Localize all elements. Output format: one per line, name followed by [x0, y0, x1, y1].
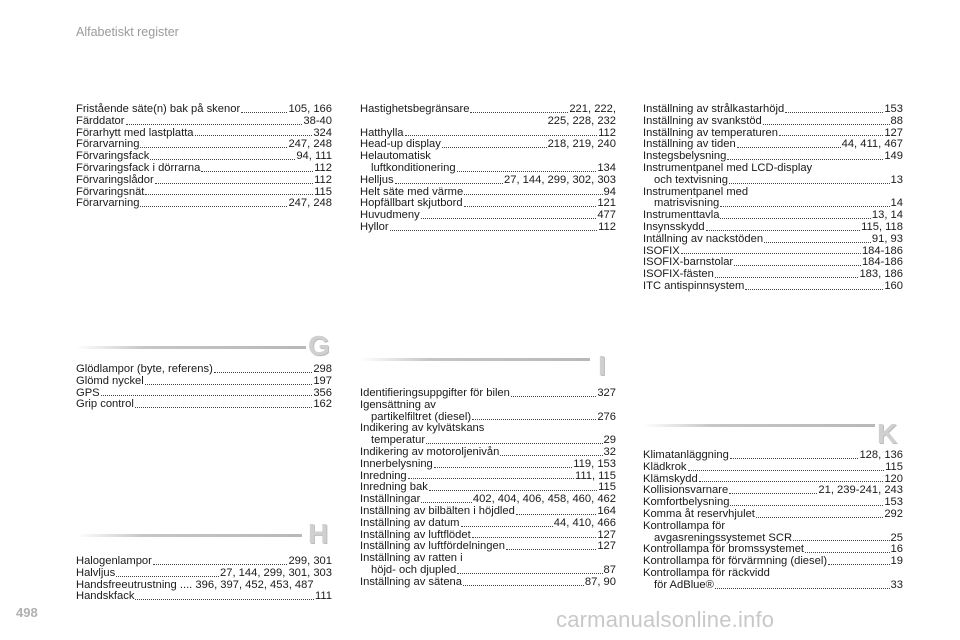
- index-entry-text: Kontrollampa för: [643, 519, 726, 532]
- index-entry-pages: 21, 239-241, 243: [818, 484, 903, 497]
- index-entry-text: matrisvisning: [654, 197, 720, 210]
- dot-leader: [785, 104, 883, 113]
- dot-leader: [470, 104, 568, 113]
- index-entry-pages: 153: [884, 103, 903, 115]
- dot-leader: [793, 533, 890, 542]
- dot-leader: [408, 471, 574, 480]
- index-section-g: [76, 364, 332, 411]
- index-entry-text: Igensättning av: [360, 398, 436, 411]
- dot-leader: [153, 556, 288, 565]
- index-entry-text: Halvljus: [76, 566, 116, 579]
- index-entry-text: Komma åt reservhjulet: [643, 507, 755, 520]
- dot-leader: [429, 482, 597, 491]
- index-entry-pages: 13, 14: [871, 209, 903, 222]
- dot-leader: [763, 116, 890, 125]
- index-entry-text: temperatur: [371, 434, 426, 447]
- index-entry-text: Inställning av strålkastarhöjd: [643, 103, 785, 115]
- dot-leader: [828, 556, 889, 565]
- index-section-i-part2: [643, 104, 903, 293]
- index-entry-pages: 324: [313, 126, 332, 139]
- index-entry-text: Indikering av motoroljenivån: [360, 445, 500, 458]
- index-entry: [76, 399, 332, 411]
- index-entry-pages: 225, 228, 232: [547, 114, 616, 127]
- index-entry-text: Identifieringsuppgifter för bilen: [360, 387, 510, 399]
- dot-leader: [434, 459, 573, 468]
- index-entry-pages: 25: [890, 531, 903, 544]
- index-entry-pages: 44, 410, 466: [553, 516, 616, 529]
- index-entry-pages: 105, 166: [288, 103, 332, 115]
- index-entry-text: Instegsbelysning: [643, 150, 727, 163]
- index-entry-pages: 153: [884, 496, 903, 509]
- dot-leader: [756, 509, 883, 518]
- index-entry-text: Inställning av sätena: [360, 575, 462, 588]
- index-entry-text: Hastighetsbegränsare: [360, 103, 470, 115]
- dot-leader: [516, 506, 596, 515]
- dot-leader: [500, 447, 602, 456]
- dot-leader: [140, 139, 287, 148]
- dot-leader: [734, 257, 861, 266]
- index-entry: [360, 459, 616, 471]
- dot-leader: [681, 246, 861, 255]
- index-entry-text: Fristående säte(n) bak på skenor: [76, 103, 241, 115]
- index-entry-text: Inställningar: [360, 493, 421, 506]
- dot-leader: [688, 462, 885, 471]
- index-entry-text: Kontrollampa för räckvidd: [643, 566, 770, 579]
- index-entry: [643, 116, 903, 128]
- index-entry-pages: 160: [884, 279, 903, 292]
- index-entry-pages: 298: [313, 363, 332, 375]
- dot-leader: [805, 544, 890, 553]
- index-entry-pages: 292: [884, 507, 903, 520]
- index-entry-text: Förvaringsfack i dörrarna: [76, 161, 201, 174]
- index-entry-pages: 119, 153: [573, 457, 616, 470]
- dot-leader: [145, 187, 313, 196]
- index-entry-pages: 112: [598, 220, 616, 233]
- index-entry: [360, 163, 616, 175]
- dot-leader: [101, 388, 313, 397]
- index-entry-pages: 120: [884, 472, 903, 485]
- section-letter-k: K: [877, 418, 898, 449]
- index-entry-pages: 44, 411, 467: [841, 138, 903, 151]
- index-entry-pages: 221, 222,: [569, 103, 616, 115]
- dot-leader: [463, 577, 584, 586]
- index-entry-text: Inställning av svankstöd: [643, 114, 762, 127]
- dot-leader: [730, 450, 859, 459]
- index-entry-text: Glömd nyckel: [76, 374, 144, 387]
- index-entry-pages: 477: [597, 209, 616, 222]
- dot-leader: [506, 541, 596, 550]
- index-entry-text: Färddator: [76, 114, 125, 127]
- index-entry: [360, 400, 616, 412]
- index-entry-text: Kontrollampa för förvärmning (diesel): [643, 555, 828, 568]
- index-entry-text: Klämskydd: [643, 472, 698, 485]
- index-entry-text: Inredning bak: [360, 481, 428, 494]
- index-entry: [360, 518, 616, 530]
- index-entry-pages: 111, 115: [574, 469, 616, 482]
- dot-leader: [715, 580, 890, 589]
- index-entry-pages: 112: [314, 161, 332, 174]
- dot-leader: [729, 175, 890, 184]
- index-entry-pages: 121: [597, 197, 616, 210]
- index-entry-text: Klimatanläggning: [643, 449, 729, 461]
- index-entry-text: Handskfack: [76, 590, 135, 603]
- index-entry-text: ISOFIX-barnstolar: [643, 256, 734, 269]
- index-entry-text: ISOFIX: [643, 244, 680, 257]
- dot-leader: [464, 198, 597, 207]
- index-entry-pages: 356: [313, 386, 332, 399]
- dot-leader: [706, 222, 861, 231]
- index-entry-text: Förvaringsnät: [76, 185, 145, 198]
- index-entry: [360, 210, 616, 222]
- index-entry-pages: 218, 219, 240: [547, 138, 616, 151]
- index-entry-pages: 94, 111: [296, 150, 332, 163]
- index-entry: [360, 222, 616, 234]
- dot-leader: [472, 530, 597, 539]
- index-entry-text: Insynsskydd: [643, 220, 705, 233]
- index-entry: [76, 116, 332, 128]
- dot-leader: [155, 175, 313, 184]
- index-entry-text: Halogenlampor: [76, 555, 152, 567]
- index-entry-text: Inställning av tiden: [643, 138, 736, 151]
- index-entry-pages: 327: [597, 387, 616, 399]
- index-entry-pages: 115: [885, 460, 903, 473]
- index-entry-text: GPS: [76, 386, 100, 399]
- dot-leader: [145, 376, 313, 385]
- index-entry: [76, 198, 332, 210]
- index-entry-pages: 127: [597, 528, 616, 541]
- index-entry-pages: 128, 136: [859, 449, 903, 461]
- index-section-h-part1: [76, 556, 332, 603]
- index-entry-text: partikelfiltret (diesel): [371, 410, 472, 423]
- index-entry: [643, 462, 903, 474]
- index-section-i-part1: [360, 388, 616, 589]
- index-entry-text: höjd- och djupled: [371, 563, 457, 576]
- dot-leader: [720, 210, 870, 219]
- index-entry: [643, 281, 903, 293]
- index-entry-pages: 184-186: [861, 256, 903, 269]
- index-entry-text: Inställning av bilbälten i höjdled: [360, 504, 515, 517]
- index-entry-text: Inställning av ratten i: [360, 552, 463, 565]
- index-entry: [76, 175, 332, 187]
- dot-leader: [150, 151, 295, 160]
- index-entry-pages: 276: [597, 410, 616, 423]
- dot-leader: [727, 151, 883, 160]
- dot-leader: [699, 474, 884, 483]
- index-entry-pages: 247, 248: [288, 138, 332, 151]
- index-entry-pages: 127: [884, 126, 903, 139]
- index-entry-pages: 87, 90: [584, 575, 616, 588]
- index-entry-pages: 402, 404, 406, 458, 460, 462: [472, 493, 616, 506]
- dot-leader: [779, 128, 883, 137]
- section-header-k: [643, 414, 903, 449]
- index-entry: [643, 568, 903, 580]
- dot-leader: [737, 139, 841, 148]
- index-entry-text: Förarvarning: [76, 197, 140, 210]
- index-entry-pages: 184-186: [861, 244, 903, 257]
- index-entry-text: Instrumentpanel med LCD-display: [643, 161, 813, 174]
- index-entry-pages: 112: [598, 126, 616, 139]
- index-section-h-part2: [360, 104, 616, 234]
- index-entry-pages: 115: [314, 185, 332, 198]
- index-entry-text: Förarvarning: [76, 138, 140, 151]
- index-entry: [643, 222, 903, 234]
- dot-leader: [201, 163, 313, 172]
- dot-leader: [457, 565, 602, 574]
- index-entry-pages: 111: [314, 590, 332, 603]
- index-entry-pages: 27, 144, 299, 302, 303: [504, 173, 616, 186]
- section-letter-g: G: [308, 330, 330, 361]
- index-entry: [360, 116, 616, 128]
- index-entry-text: Instrumentpanel med: [643, 185, 749, 198]
- index-entry-text: avgasreningssystemet SCR: [654, 531, 793, 544]
- index-entry-text: Komfortbelysning: [643, 496, 730, 509]
- index-entry-pages: 38-40: [303, 114, 332, 127]
- page-header-title: Alfabetiskt register: [76, 25, 179, 39]
- index-entry-pages: 115: [598, 481, 616, 494]
- index-entry-pages: 299, 301: [288, 555, 332, 567]
- index-entry-pages: 164: [597, 504, 616, 517]
- index-entry-pages: 91, 93: [871, 232, 903, 245]
- index-entry-text: Hatthylla: [360, 126, 404, 139]
- dot-leader: [135, 591, 314, 600]
- index-entry: [360, 577, 616, 589]
- dot-leader: [195, 128, 313, 137]
- index-entry: [643, 163, 903, 175]
- dot-leader: [442, 139, 547, 148]
- dot-leader: [390, 222, 598, 231]
- index-entry: [76, 591, 332, 603]
- index-entry-pages: 94: [603, 185, 616, 198]
- index-entry-text: Indikering av kylvätskans: [360, 422, 485, 435]
- dot-leader: [126, 116, 303, 125]
- section-letter-h: H: [308, 518, 329, 549]
- dot-leader: [241, 104, 287, 113]
- index-entry-pages: 29: [603, 434, 616, 447]
- index-entry-text: Helt säte med värme: [360, 185, 464, 198]
- index-entry-text: Helljus: [360, 173, 394, 186]
- index-section-k: [643, 450, 903, 592]
- index-entry-text: Head-up display: [360, 138, 441, 151]
- index-entry-text: luftkonditionering: [371, 161, 456, 174]
- index-entry-text: ITC antispinnsystem: [643, 279, 745, 292]
- section-header-i: [360, 342, 618, 381]
- index-entry-text: Inställning av luftflödet: [360, 528, 471, 541]
- index-entry-text: Huvudmeny: [360, 209, 420, 222]
- dot-leader: [715, 269, 859, 278]
- dot-leader: [395, 175, 503, 184]
- index-entry-pages: 247, 248: [288, 197, 332, 210]
- index-entry-text: Förvaringsfack: [76, 150, 150, 163]
- index-entry: [76, 376, 332, 388]
- index-entry-pages: 197: [313, 374, 332, 387]
- index-section-f-continued: [76, 104, 332, 210]
- index-entry-pages: 112: [314, 173, 332, 186]
- index-entry-text: Inredning: [360, 469, 407, 482]
- index-entry-text: Handsfreeutrustning .... 396, 397, 452, 453, 487: [76, 578, 314, 591]
- dot-leader: [116, 568, 219, 577]
- index-entry-pages: 33: [890, 578, 903, 591]
- section-header-g: [76, 330, 334, 362]
- section-letter-i: I: [598, 350, 606, 381]
- index-entry-text: Glödlampor (byte, referens): [76, 363, 213, 375]
- index-entry-text: Innerbelysning: [360, 457, 433, 470]
- index-entry-pages: 115, 118: [861, 220, 903, 233]
- index-entry-text: Klädkrok: [643, 460, 687, 473]
- index-entry-text: Kollisionsvarnare: [643, 484, 729, 497]
- watermark-text: carmanualsonline.info: [556, 607, 775, 632]
- index-entry-text: Inställning av temperaturen: [643, 126, 778, 139]
- dot-leader: [730, 497, 883, 506]
- dot-leader: [457, 163, 597, 172]
- index-entry: [643, 521, 903, 533]
- index-entry: [360, 506, 616, 518]
- index-entry-text: Förarhytt med lastplatta: [76, 126, 194, 139]
- index-entry: [360, 565, 616, 577]
- index-entry-text: Hyllor: [360, 220, 389, 233]
- dot-leader: [461, 518, 553, 527]
- index-entry-pages: 134: [597, 161, 616, 174]
- index-entry-text: och textvisning: [654, 173, 729, 186]
- dot-leader: [720, 198, 889, 207]
- index-entry: [643, 234, 903, 246]
- dot-leader: [511, 388, 596, 397]
- index-entry-text: Hopfällbart skjutbord: [360, 197, 463, 210]
- index-entry-text: Inställning av luftfördelningen: [360, 540, 505, 553]
- index-entry-text: Inställning av datum: [360, 516, 460, 529]
- index-entry-pages: 183, 186: [859, 268, 903, 281]
- index-entry: [76, 163, 332, 175]
- index-entry-pages: 14: [890, 197, 903, 210]
- dot-leader: [464, 187, 602, 196]
- index-entry-pages: 13: [890, 173, 903, 186]
- index-entry-text: Förvaringslådor: [76, 173, 154, 186]
- dot-leader: [135, 399, 313, 408]
- index-entry-text: Instrumenttavla: [643, 209, 720, 222]
- index-entry-text: för AdBlue®: [654, 578, 714, 591]
- index-entry-pages: 27, 144, 299, 301, 303: [220, 566, 332, 579]
- index-entry-pages: 32: [603, 445, 616, 458]
- dot-leader: [140, 198, 287, 207]
- index-entry: [643, 580, 903, 592]
- index-entry-pages: 88: [890, 114, 903, 127]
- dot-leader: [421, 210, 597, 219]
- index-entry-pages: 19: [890, 555, 903, 568]
- index-entry-pages: 127: [597, 540, 616, 553]
- page-number: 498: [16, 605, 38, 620]
- dot-leader: [729, 485, 817, 494]
- section-header-h: [76, 518, 334, 550]
- index-entry-text: ISOFIX-fästen: [643, 268, 714, 281]
- dot-leader: [764, 234, 871, 243]
- dot-leader: [214, 364, 313, 373]
- dot-leader: [472, 412, 596, 421]
- dot-leader: [421, 494, 472, 503]
- index-entry-text: Helautomatisk: [360, 150, 431, 163]
- index-entry-pages: 16: [890, 543, 903, 556]
- dot-leader: [745, 281, 883, 290]
- index-entry-text: Grip control: [76, 398, 134, 411]
- index-entry: [360, 447, 616, 459]
- index-entry-pages: 87: [603, 563, 616, 576]
- index-entry-text: Kontrollampa för bromssystemet: [643, 543, 805, 556]
- index-entry-pages: 162: [313, 398, 332, 411]
- dot-leader: [426, 435, 602, 444]
- index-entry-text: Intällning av nackstöden: [643, 232, 764, 245]
- dot-leader: [405, 128, 598, 137]
- index-entry-pages: 149: [884, 150, 903, 163]
- index-entry: [360, 175, 616, 187]
